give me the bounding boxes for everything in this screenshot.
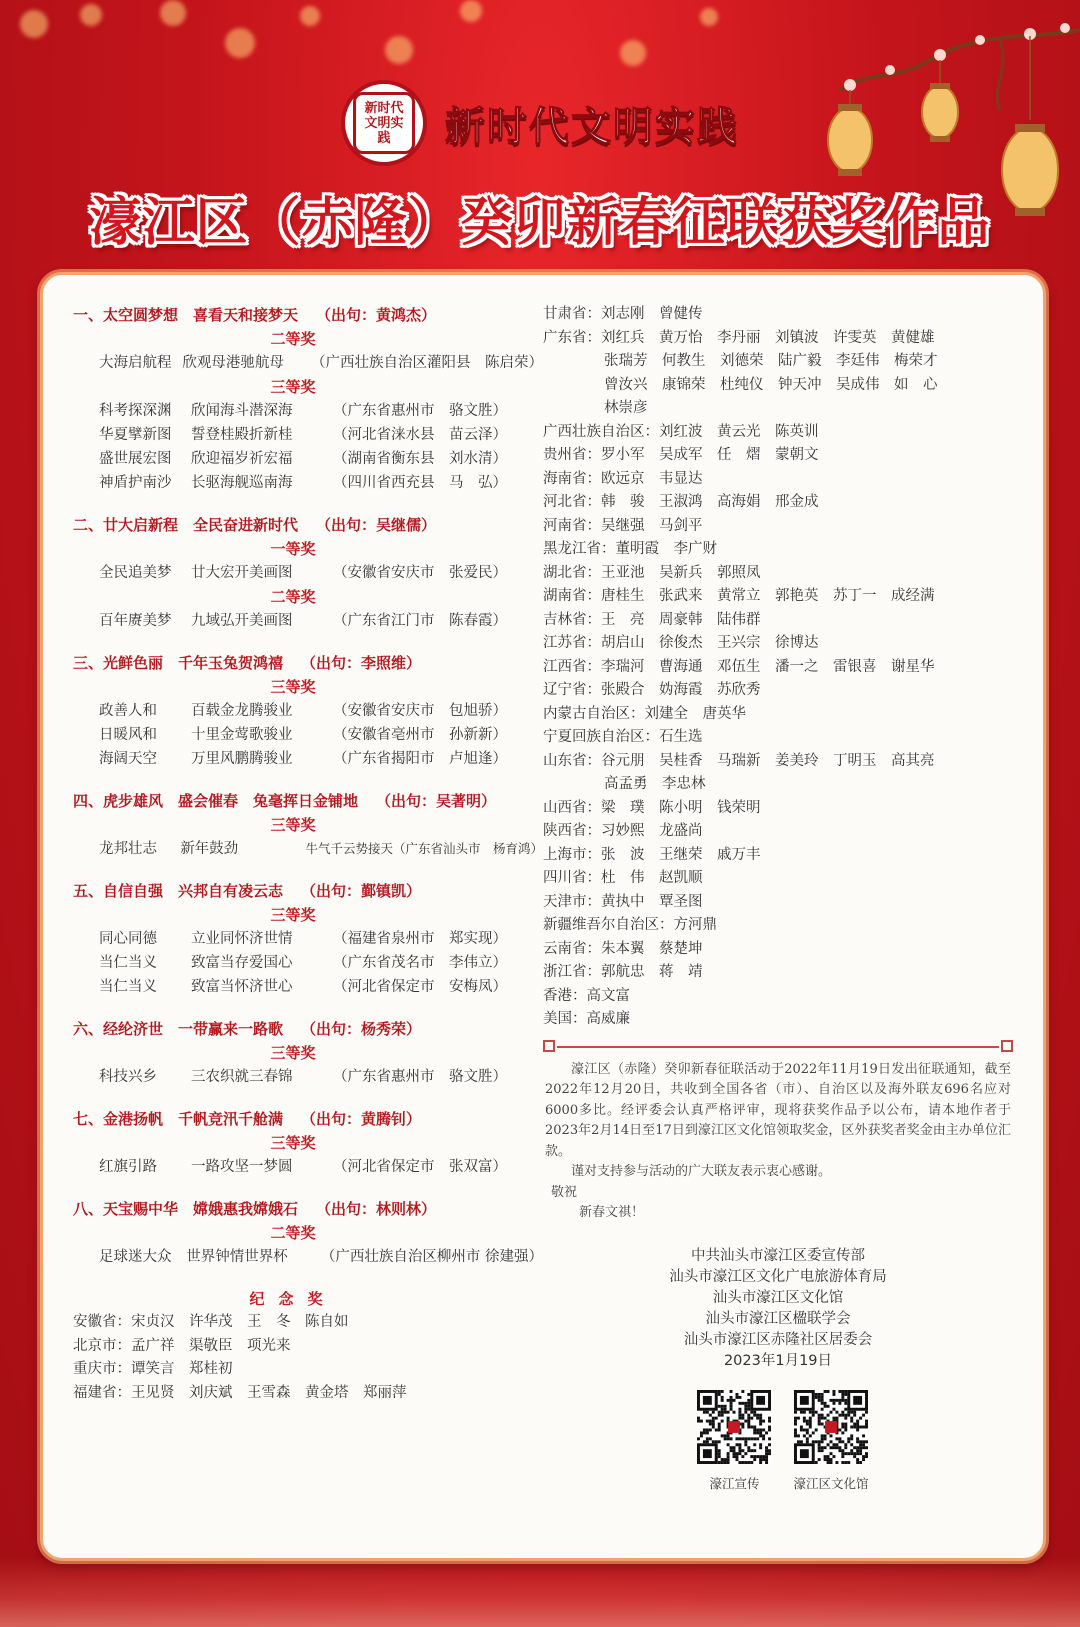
entry-row xyxy=(73,723,543,747)
province: 四川省： xyxy=(543,870,601,886)
names: 吴继强 马剑平 xyxy=(601,517,703,534)
memorial-row xyxy=(543,538,1013,562)
entry-part-2: 新年鼓劲 xyxy=(180,841,239,857)
section-source: （出句：黄鸿杰） xyxy=(316,306,437,324)
page-title: 濠江区（赤隆）癸卯新春征联获奖作品 xyxy=(89,193,991,253)
bokeh-light xyxy=(20,10,48,38)
award-level: 二等奖 xyxy=(270,330,316,348)
entry-part-1: 当仁当义 xyxy=(99,979,157,995)
entry-author: （广东省惠州市 骆文胜） xyxy=(333,403,507,419)
divider xyxy=(543,1040,1013,1054)
memorial-row xyxy=(543,891,1013,915)
province: 香港： xyxy=(543,987,587,1004)
entry-row xyxy=(73,471,543,495)
memorial-row xyxy=(73,1382,543,1406)
bokeh-light xyxy=(80,4,102,26)
entry-author: （福建省泉州市 郑实现） xyxy=(333,931,507,947)
names: 习妙熙 龙盛尚 xyxy=(601,823,703,839)
names: 杜 伟 赵凯顺 xyxy=(601,870,703,886)
organizer-line: 汕头市濠江区楹联学会 xyxy=(705,1310,851,1327)
notice-greet-2: 新春文祺！ xyxy=(579,1205,645,1220)
entry-part-2: 十里金莺歌骏业 xyxy=(191,727,293,743)
memorial-row xyxy=(543,562,1013,586)
qr-caption: 濠江宣传 xyxy=(709,1475,760,1491)
names-continued: 张瑞芳 何教生 刘德荣 陆广毅 李廷伟 梅荣才 xyxy=(604,353,938,369)
organizer-line: 汕头市濠江区文化馆 xyxy=(712,1289,844,1306)
entry-part-2: 万里风鹏腾骏业 xyxy=(191,751,293,767)
memorial-row xyxy=(543,421,1013,445)
province: 美国： xyxy=(543,1011,587,1027)
province: 江苏省： xyxy=(543,635,601,651)
bokeh-light xyxy=(225,28,255,58)
entry-part-1: 足球迷大众 xyxy=(99,1249,172,1265)
memorial-row xyxy=(543,867,1013,891)
header xyxy=(0,80,1080,255)
entry-part-1: 科技兴乡 xyxy=(99,1069,157,1085)
province: 新疆维吾尔自治区： xyxy=(543,917,674,933)
names: 张 波 王继荣 戚万丰 xyxy=(601,846,761,863)
entry-part-1: 科考探深渊 xyxy=(99,403,172,419)
names: 胡启山 徐俊杰 王兴宗 徐博达 xyxy=(601,635,819,651)
section-title xyxy=(73,1017,543,1041)
entry-part-2: 世界钟情世界杯 xyxy=(186,1249,288,1265)
entry-row xyxy=(73,1065,543,1089)
qr-caption: 濠江区文化馆 xyxy=(793,1475,869,1491)
entry-author: （湖南省衡东县 刘水清） xyxy=(333,451,507,467)
award-level: 三等奖 xyxy=(270,378,316,396)
section-title xyxy=(73,789,543,813)
province: 山东省： xyxy=(543,752,601,769)
entry-part-2: 致富当存爱国心 xyxy=(191,955,293,971)
entry-author: （广东省茂名市 李伟立） xyxy=(333,955,507,971)
entry-row xyxy=(73,1245,543,1269)
award-level: 三等奖 xyxy=(270,678,316,696)
section-source: （出句：吴继儒） xyxy=(316,516,437,534)
content-panel xyxy=(40,272,1046,1561)
award-level: 三等奖 xyxy=(270,1134,316,1152)
names: 张殿合 妫海霞 苏欣秀 xyxy=(601,682,761,698)
award-level: 一等奖 xyxy=(270,540,316,558)
section-source: （出句：李照维） xyxy=(301,654,422,672)
names: 罗小军 吴成军 任 熠 蒙朝文 xyxy=(601,447,819,463)
section-title xyxy=(73,1197,543,1221)
qr-code-icon xyxy=(697,1390,771,1464)
entry-author: （河北省涞水县 苗云泽） xyxy=(333,427,507,443)
entry-author: （安徽省安庆市 包旭骄） xyxy=(333,703,507,719)
names: 刘红波 黄云光 陈英训 xyxy=(659,423,819,440)
entry-part-1: 日暖风和 xyxy=(99,727,157,743)
memorial-row xyxy=(543,844,1013,868)
names: 宋贞汉 许华茂 王 冬 陈自如 xyxy=(131,1314,349,1330)
memorial-row xyxy=(543,468,1013,492)
entry-part-2: 九域弘开美画图 xyxy=(191,613,293,629)
bokeh-light xyxy=(385,36,413,64)
section-title xyxy=(73,879,543,903)
entry-author: （河北省保定市 安梅凤） xyxy=(333,979,507,995)
entry-part-2: 欣迎福岁祈宏福 xyxy=(191,451,293,467)
entry-row xyxy=(73,399,543,423)
award-section xyxy=(73,1017,543,1089)
entry-part-2: 欣观母港驰航母 xyxy=(182,355,284,371)
memorial-row xyxy=(543,726,1013,750)
province: 宁夏回族自治区： xyxy=(543,729,659,745)
names: 王亚池 吴新兵 郭照凤 xyxy=(601,564,761,581)
entry-part-1: 当仁当义 xyxy=(99,955,157,971)
memorial-row xyxy=(543,797,1013,821)
entry-row xyxy=(73,351,543,375)
province: 北京市： xyxy=(73,1337,131,1354)
province: 重庆市： xyxy=(73,1361,131,1377)
memorial-row xyxy=(543,585,1013,609)
province: 广西壮族自治区： xyxy=(543,423,659,440)
section-couplet: 八、天宝赐中华 嫦娥惠我嫦娥石 xyxy=(73,1200,299,1218)
qr-code-icon xyxy=(794,1390,868,1464)
province: 黑龙江省： xyxy=(543,541,616,557)
entry-part-2: 誓登桂殿折新桂 xyxy=(191,427,293,443)
organizer-line: 中共汕头市濠江区委宣传部 xyxy=(691,1247,865,1264)
entry-row xyxy=(73,699,543,723)
organizers xyxy=(543,1246,1013,1372)
section-title xyxy=(73,513,543,537)
entry-author: （河北省保定市 张双富） xyxy=(333,1159,507,1175)
entry-author: （广东省江门市 陈春霞） xyxy=(333,613,507,629)
names: 方河鼎 xyxy=(673,917,717,933)
entry-row xyxy=(73,951,543,975)
entry-author: 牛气千云势接天（广东省汕头市 杨育鸿） xyxy=(305,841,543,856)
bokeh-light xyxy=(700,8,718,26)
names: 王见贤 刘庆斌 王雪森 黄金塔 郑丽萍 xyxy=(131,1384,407,1401)
organizer-line: 2023年1月19日 xyxy=(723,1352,833,1369)
award-level: 二等奖 xyxy=(270,1224,316,1242)
names: 黄执中 覃圣图 xyxy=(601,893,703,910)
entry-row xyxy=(73,975,543,999)
bottom-glow xyxy=(0,1557,1080,1627)
names: 刘志刚 曾健传 xyxy=(601,306,703,322)
province: 内蒙古自治区： xyxy=(543,705,645,722)
entry-row xyxy=(73,747,543,771)
section-couplet: 五、自信自强 兴邦自有凌云志 xyxy=(73,882,284,900)
memorial-row xyxy=(543,703,1013,727)
entry-row xyxy=(73,837,543,861)
award-level: 三等奖 xyxy=(270,906,316,924)
qr-codes xyxy=(543,1390,1013,1492)
names: 石生选 xyxy=(659,729,703,745)
province: 上海市： xyxy=(543,846,601,863)
award-section xyxy=(73,651,543,771)
memorial-row xyxy=(543,632,1013,656)
memorial-row xyxy=(543,515,1013,539)
names: 董明霞 李广财 xyxy=(615,541,717,557)
names: 唐桂生 张武来 黄常立 郭艳英 苏丁一 成经满 xyxy=(601,588,935,604)
entry-part-1: 同心同德 xyxy=(99,931,157,947)
award-section xyxy=(73,1197,543,1269)
memorial-row xyxy=(543,985,1013,1009)
entry-part-1: 大海启航程 xyxy=(99,355,172,371)
section-title xyxy=(73,651,543,675)
qr-block[interactable] xyxy=(793,1390,868,1492)
province: 海南省： xyxy=(543,470,601,487)
section-couplet: 三、光鲜色丽 千年玉兔贺鸿禧 xyxy=(73,654,284,672)
notice-thanks: 谨对支持参与活动的广大联友表示衷心感谢。 xyxy=(571,1164,832,1179)
memorial-row xyxy=(543,609,1013,633)
memorial-row xyxy=(543,656,1013,680)
names-continued: 高孟勇 李忠林 xyxy=(604,776,706,792)
entry-part-1: 神盾护南沙 xyxy=(99,475,172,491)
province: 福建省： xyxy=(73,1384,131,1401)
award-section xyxy=(73,1107,543,1179)
names: 韩 骏 王淑鸿 高海娟 邢金成 xyxy=(601,494,819,510)
organizer-line: 汕头市濠江区文化广电旅游体育局 xyxy=(669,1268,887,1285)
entry-row xyxy=(73,927,543,951)
section-source: （出句：吴著明） xyxy=(376,792,497,810)
memorial-row xyxy=(543,1008,1013,1032)
entry-author: （安徽省亳州市 孙新新） xyxy=(333,727,507,743)
entry-part-1: 盛世展宏图 xyxy=(99,451,172,467)
entry-part-2: 百载金龙腾骏业 xyxy=(191,703,293,719)
section-couplet: 二、廿大启新程 全民奋进新时代 xyxy=(73,516,299,534)
left-column xyxy=(73,303,543,1405)
memorial-title: 纪念奖 xyxy=(249,1290,337,1308)
names: 高文富 xyxy=(586,987,630,1004)
memorial-row xyxy=(543,679,1013,703)
province: 广东省： xyxy=(543,329,601,346)
qr-block[interactable] xyxy=(697,1390,771,1492)
names-continued: 曾汝兴 康锦荣 杜纯仪 钟天冲 吴成伟 如 心 xyxy=(604,376,938,393)
memorial-row xyxy=(543,914,1013,938)
memorial-row xyxy=(543,961,1013,985)
entry-author: （广西壮族自治区灌阳县 陈启荣） xyxy=(311,355,543,371)
names: 郭航忠 蒋 靖 xyxy=(601,964,703,980)
section-source: （出句：黄腾钊） xyxy=(301,1110,422,1128)
seal-logo xyxy=(341,80,427,166)
names: 朱本翼 蔡楚坤 xyxy=(601,940,703,957)
memorial-row xyxy=(73,1311,543,1335)
entry-part-1: 全民追美梦 xyxy=(99,565,172,581)
section-couplet: 六、经纶济世 一带赢来一路歌 xyxy=(73,1020,284,1038)
memorial-row xyxy=(543,303,1013,327)
memorial-row xyxy=(543,327,1013,351)
brand-title: 新时代文明实践 xyxy=(445,103,739,150)
entry-row xyxy=(73,1155,543,1179)
organizer-line: 汕头市濠江区赤隆社区居委会 xyxy=(683,1331,873,1348)
bokeh-light xyxy=(300,6,320,26)
award-level: 三等奖 xyxy=(270,816,316,834)
province: 贵州省： xyxy=(543,447,601,463)
province: 湖南省： xyxy=(543,588,601,604)
names: 李瑞河 曹海通 邓伍生 潘一之 雷银喜 谢星华 xyxy=(601,658,935,675)
entry-part-1: 华夏擘新图 xyxy=(99,427,172,443)
section-source: （出句：杨秀荣） xyxy=(301,1020,422,1038)
award-section xyxy=(73,303,543,495)
bokeh-light xyxy=(620,40,646,66)
names: 刘红兵 黄万怡 李丹丽 刘镇波 许雯英 黄健雄 xyxy=(601,329,935,346)
award-section xyxy=(73,789,543,861)
section-title xyxy=(73,303,543,327)
section-couplet: 七、金港扬帆 千帆竞汛千舱满 xyxy=(73,1110,284,1128)
entry-part-2: 三农织就三春锦 xyxy=(191,1069,293,1085)
entry-row xyxy=(73,447,543,471)
entry-author: （广东省惠州市 骆文胜） xyxy=(333,1069,507,1085)
award-level: 三等奖 xyxy=(270,1044,316,1062)
province: 陕西省： xyxy=(543,823,601,839)
entry-part-2: 立业同怀济世情 xyxy=(191,931,293,947)
bokeh-light xyxy=(460,0,482,22)
memorial-row xyxy=(543,444,1013,468)
province: 江西省： xyxy=(543,658,601,675)
province: 河北省： xyxy=(543,494,601,510)
entry-part-1: 龙邦壮志 xyxy=(99,841,157,857)
entry-row xyxy=(73,609,543,633)
section-couplet: 四、虎步雄风 盛会催春 兔毫挥日金铺地 xyxy=(73,792,359,810)
names: 欧远京 韦显达 xyxy=(601,470,703,487)
entry-part-2: 致富当怀济世心 xyxy=(191,979,293,995)
entry-author: （广东省揭阳市 卢旭逢） xyxy=(333,751,507,767)
entry-part-2: 欣闻海斗潜深海 xyxy=(191,403,293,419)
entry-part-2: 廿大宏开美画图 xyxy=(191,565,293,581)
award-level: 二等奖 xyxy=(270,588,316,606)
memorial-row xyxy=(543,750,1013,774)
names: 谭笑言 郑桂初 xyxy=(131,1361,233,1377)
memorial-row xyxy=(73,1358,543,1382)
province: 湖北省： xyxy=(543,564,601,581)
province: 山西省： xyxy=(543,799,601,816)
memorial-row xyxy=(73,1335,543,1359)
entry-row xyxy=(73,423,543,447)
right-column xyxy=(543,303,1013,1492)
names-continued: 林崇彦 xyxy=(604,400,648,416)
province: 辽宁省： xyxy=(543,682,601,698)
entry-part-1: 百年赓美梦 xyxy=(99,613,172,629)
entry-row xyxy=(73,561,543,585)
seal-text: 新时代文明实践 xyxy=(364,100,404,146)
province: 浙江省： xyxy=(543,964,601,980)
names: 梁 璞 陈小明 钱荣明 xyxy=(601,799,761,816)
province: 吉林省： xyxy=(543,611,601,628)
names: 王 亮 周豪韩 陆伟群 xyxy=(601,611,761,628)
entry-part-1: 海阔天空 xyxy=(99,751,157,767)
section-title xyxy=(73,1107,543,1131)
memorial-row xyxy=(543,491,1013,515)
names: 高威廉 xyxy=(586,1011,630,1027)
section-source: （出句：林则林） xyxy=(316,1200,437,1218)
entry-part-2: 一路攻坚一梦圆 xyxy=(191,1159,293,1175)
names: 刘建全 唐英华 xyxy=(644,705,746,722)
award-section xyxy=(73,513,543,633)
section-source: （出句：鄞镇凯） xyxy=(301,882,422,900)
memorial-row xyxy=(543,820,1013,844)
entry-part-1: 政善人和 xyxy=(99,703,157,719)
entry-part-1: 红旗引路 xyxy=(99,1159,157,1175)
memorial-list-right xyxy=(543,303,1013,1032)
entry-author: （广西壮族自治区柳州市 徐建强） xyxy=(320,1249,543,1265)
province: 云南省： xyxy=(543,940,601,957)
section-couplet: 一、太空圆梦想 喜看天和接梦天 xyxy=(73,306,299,324)
province: 天津市： xyxy=(543,893,601,910)
names: 孟广祥 渠敬臣 项光来 xyxy=(131,1337,291,1354)
province: 安徽省： xyxy=(73,1314,131,1330)
bokeh-light xyxy=(160,0,186,26)
notice-body: 濠江区（赤隆）癸卯新春征联活动于2022年11月19日发出征联通知，截至2022年12月20日，共收到全国各省（市）、自治区以及海外联友696名应对6000多比。经评委会认真严格评审，现将获奖作品予以公布，请本地作者于2023年2月14日至17日到濠江区文化馆领取奖金，区外获奖者奖金由主办单位汇款。 xyxy=(545,1061,1011,1159)
province: 甘肃省： xyxy=(543,306,601,322)
province: 河南省： xyxy=(543,517,601,534)
notice-greet: 敬祝 xyxy=(551,1184,578,1200)
entry-author: （安徽省安庆市 张爱民） xyxy=(333,565,507,581)
entry-part-2: 长驱海舰巡南海 xyxy=(191,475,293,491)
award-section xyxy=(73,879,543,999)
names: 谷元朋 吴桂香 马瑞新 姜美玲 丁明玉 高其亮 xyxy=(601,752,935,769)
entry-author: （四川省西充县 马 弘） xyxy=(333,475,507,491)
memorial-row xyxy=(543,938,1013,962)
